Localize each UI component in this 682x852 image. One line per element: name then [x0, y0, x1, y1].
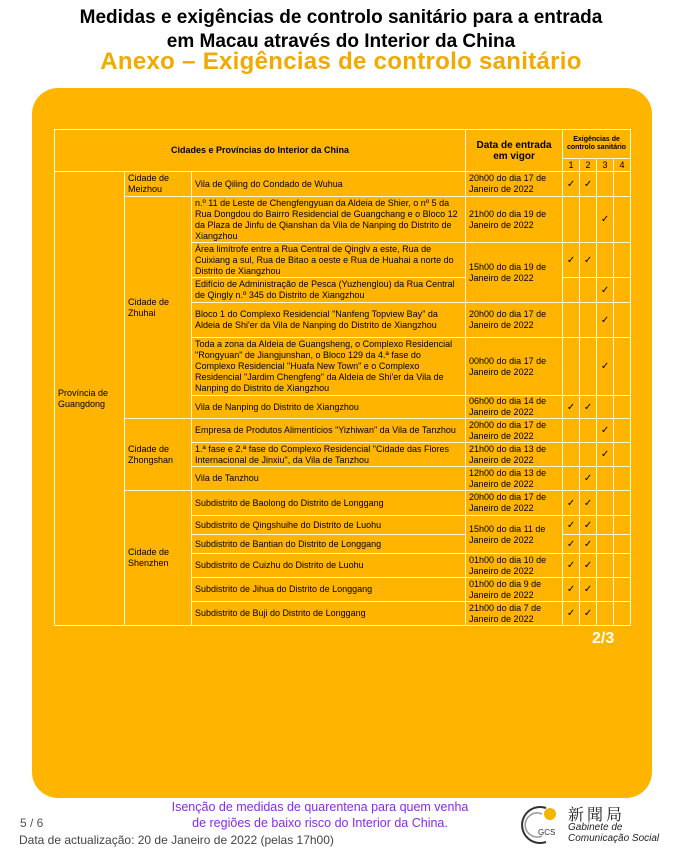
check-cell	[614, 578, 631, 602]
logo-chinese-name: 新聞局	[568, 807, 626, 824]
req-number: 2	[580, 159, 597, 172]
city-cell: Cidade de Zhongshan	[125, 419, 192, 491]
gcs-logo-text: GCS	[538, 828, 556, 837]
check-cell	[614, 467, 631, 491]
check-cell	[614, 303, 631, 338]
table-row	[55, 172, 631, 197]
gcs-logo	[512, 798, 672, 850]
check-cell	[597, 535, 614, 554]
table-row	[55, 491, 631, 516]
check-cell	[614, 419, 631, 443]
place-cell: Vila de Nanping do Distrito de Xiangzhou	[192, 396, 466, 419]
date-cell: 20h00 do dia 17 de Janeiro de 2022	[466, 491, 563, 516]
check-cell	[597, 491, 614, 516]
date-cell: 12h00 do dia 13 de Janeiro de 2022	[466, 467, 563, 491]
check-cell	[580, 338, 597, 396]
table-row	[55, 419, 631, 443]
check-cell	[597, 396, 614, 419]
date-cell: 06h00 do dia 14 de Janeiro de 2022	[466, 396, 563, 419]
check-cell: ✓	[580, 516, 597, 535]
place-cell: Vila de Tanzhou	[192, 467, 466, 491]
page-subtitle: Anexo – Exigências de controlo sanitário	[100, 48, 582, 75]
place-cell: Empresa de Produtos Alimentícios "Yizhiwan" da Vila de Tanzhou	[192, 419, 466, 443]
footer-note	[140, 799, 500, 831]
date-cell: 01h00 do dia 10 de Janeiro de 2022	[466, 554, 563, 578]
page-number: 5 / 6	[20, 816, 44, 830]
check-cell	[614, 172, 631, 197]
place-cell: Área limítrofe entre a Rua Central de Qinglv a este, Rua de Cuixiang a sul, Rua de Bitao a oeste e Rua de Huahai a norte do Distrito de Xiangzhou	[192, 243, 466, 278]
check-cell	[580, 303, 597, 338]
place-cell: Subdistrito de Buji do Distrito de Longgang	[192, 602, 466, 626]
city-cell: Cidade de Shenzhen	[125, 491, 192, 626]
date-cell: 21h00 do dia 7 de Janeiro de 2022	[466, 602, 563, 626]
check-cell	[597, 243, 614, 278]
update-date: Data de actualização: 20 de Janeiro de 2022 (pelas 17h00)	[19, 833, 334, 847]
date-cell: 15h00 do dia 11 de Janeiro de 2022	[466, 516, 563, 554]
date-cell: 01h00 do dia 9 de Janeiro de 2022	[466, 578, 563, 602]
check-cell: ✓	[580, 243, 597, 278]
check-cell: ✓	[563, 172, 580, 197]
page-title-line1: Medidas e exigências de controlo sanitário para a entrada	[79, 7, 603, 28]
check-cell: ✓	[597, 338, 614, 396]
check-cell	[614, 443, 631, 467]
table-header-row	[55, 130, 631, 159]
date-cell: 20h00 do dia 17 de Janeiro de 2022	[466, 419, 563, 443]
check-cell	[563, 197, 580, 243]
check-cell	[597, 467, 614, 491]
check-cell	[597, 602, 614, 626]
check-cell: ✓	[563, 396, 580, 419]
place-cell: Toda a zona da Aldeia de Guangsheng, o Complexo Residencial "Rongyuan" de Jiangjunshan, o Bloco 129 da 4.ª fase do Complexo Residencial "Huafa New Town" e o Complexo Residencial "Jardim Chengfeng" da Aldeia de Shi'er da Vila de Nanping do Distrito de Xiangzhou	[192, 338, 466, 396]
check-cell	[563, 278, 580, 303]
check-cell	[597, 516, 614, 535]
check-cell: ✓	[563, 602, 580, 626]
req-number: 4	[614, 159, 631, 172]
place-cell: Edifício de Administração de Pesca (Yuzhenglou) da Rua Central de Qingly n.º 345 do Distrito de Xiangzhou	[192, 278, 466, 303]
check-cell	[563, 443, 580, 467]
check-cell: ✓	[580, 554, 597, 578]
page-title	[0, 6, 682, 54]
req-number: 1	[563, 159, 580, 172]
check-cell	[580, 278, 597, 303]
check-cell: ✓	[563, 554, 580, 578]
gcs-logo-mark	[516, 802, 562, 848]
place-cell: Vila de Qiling do Condado de Wuhua	[192, 172, 466, 197]
footer-note-line2: de regiões de baixo risco do Interior da China.	[192, 816, 448, 830]
check-cell: ✓	[597, 278, 614, 303]
place-cell: Subdistrito de Baolong do Distrito de Longgang	[192, 491, 466, 516]
check-cell	[563, 303, 580, 338]
req-number: 3	[597, 159, 614, 172]
header-requirements: Exigências de controlo sanitário	[563, 130, 631, 159]
place-cell: n.º 11 de Leste de Chengfengyuan da Aldeia de Shier, o nº 5 da Rua Dongdou do Bairro Residencial de Guangchang e o Bloco 12 da Plaza de Jinfu de Qianshan da Vila de Nanping do Distrito de Xiangzhou	[192, 197, 466, 243]
place-cell: Subdistrito de Bantian do Distrito de Longgang	[192, 535, 466, 554]
page-title-line2: em Macau através do Interior da China	[166, 31, 516, 52]
check-cell	[597, 578, 614, 602]
check-cell	[563, 467, 580, 491]
check-cell	[614, 278, 631, 303]
sanitary-requirements-table	[54, 129, 631, 626]
header-date: Data de entrada em vigor	[466, 130, 563, 172]
place-cell: 1.ª fase e 2.ª fase do Complexo Residencial "Cidade das Flores Internacional de Jinxiu", da Vila de Tanzhou	[192, 443, 466, 467]
check-cell: ✓	[580, 602, 597, 626]
place-cell: Subdistrito de Qingshuihe do Distrito de Luohu	[192, 516, 466, 535]
date-cell: 21h00 do dia 19 de Janeiro de 2022	[466, 197, 563, 243]
check-cell	[580, 197, 597, 243]
date-cell: 20h00 do dia 17 de Janeiro de 2022	[466, 303, 563, 338]
check-cell: ✓	[597, 197, 614, 243]
check-cell	[597, 554, 614, 578]
check-cell	[614, 491, 631, 516]
check-cell: ✓	[563, 578, 580, 602]
check-cell: ✓	[580, 396, 597, 419]
check-cell	[614, 554, 631, 578]
check-cell: ✓	[597, 303, 614, 338]
place-cell: Bloco 1 do Complexo Residencial "Nanfeng Topview Bay" da Aldeia de Shi'er da Vila de Nanping do Distrito de Xiangzhou	[192, 303, 466, 338]
check-cell: ✓	[580, 578, 597, 602]
check-cell	[614, 197, 631, 243]
city-cell: Cidade de Zhuhai	[125, 197, 192, 419]
logo-portuguese-name	[568, 822, 659, 844]
footer-note-line1: Isenção de medidas de quarentena para quem venha	[171, 800, 469, 814]
check-cell	[614, 396, 631, 419]
check-cell: ✓	[580, 535, 597, 554]
check-cell: ✓	[580, 467, 597, 491]
date-cell: 15h00 do dia 19 de Janeiro de 2022	[466, 243, 563, 303]
logo-pt-line2: Comunicação Social	[568, 833, 660, 844]
logo-pt-line1: Gabinete de	[568, 822, 623, 833]
check-cell	[580, 443, 597, 467]
table-row	[55, 197, 631, 243]
check-cell: ✓	[580, 491, 597, 516]
page-indicator: 2/3	[592, 630, 615, 647]
check-cell	[614, 338, 631, 396]
check-cell	[614, 602, 631, 626]
date-cell: 20h00 do dia 17 de Janeiro de 2022	[466, 172, 563, 197]
check-cell: ✓	[597, 443, 614, 467]
check-cell: ✓	[580, 172, 597, 197]
check-cell: ✓	[563, 535, 580, 554]
check-cell: ✓	[563, 243, 580, 278]
province-cell: Província de Guangdong	[55, 172, 125, 626]
check-cell	[614, 516, 631, 535]
city-cell: Cidade de Meizhou	[125, 172, 192, 197]
check-cell: ✓	[563, 516, 580, 535]
check-cell	[563, 419, 580, 443]
date-cell: 00h00 do dia 17 de Janeiro de 2022	[466, 338, 563, 396]
check-cell	[614, 243, 631, 278]
header-location: Cidades e Províncias do Interior da China	[55, 130, 466, 172]
check-cell	[563, 338, 580, 396]
place-cell: Subdistrito de Cuizhu do Distrito de Luohu	[192, 554, 466, 578]
date-cell: 21h00 do dia 13 de Janeiro de 2022	[466, 443, 563, 467]
check-cell	[614, 535, 631, 554]
check-cell: ✓	[563, 491, 580, 516]
place-cell: Subdistrito de Jihua do Distrito de Longgang	[192, 578, 466, 602]
check-cell: ✓	[597, 419, 614, 443]
check-cell	[580, 419, 597, 443]
check-cell	[597, 172, 614, 197]
